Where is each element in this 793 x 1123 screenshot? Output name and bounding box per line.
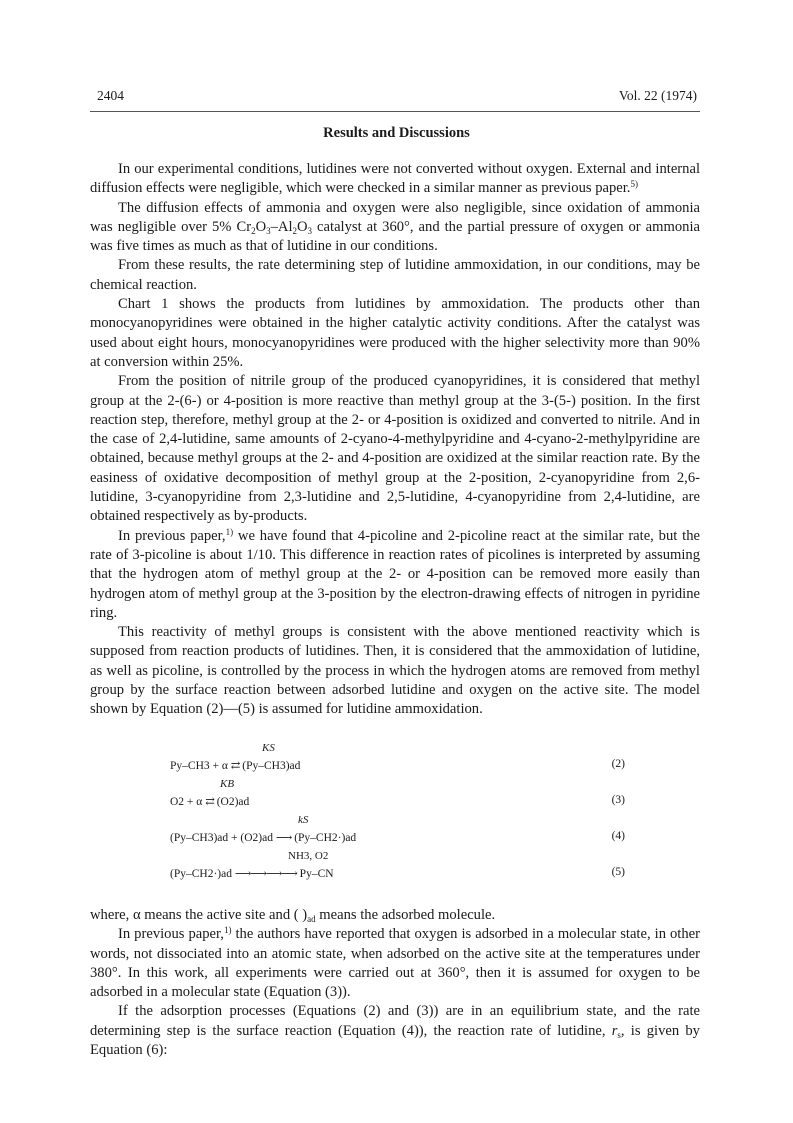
paragraph-4: Chart 1 shows the products from lutidines by ammoxidation. The products other than monocyanopyridines were obtained in the higher catalytic activity conditions. After the catalyst was used about eight hours, monocyanopyridines were produced with the higher selectivity more than 90% at conversion within 25%. (90, 296, 700, 370)
reference-1: 1) (225, 526, 234, 537)
paragraph-10-text-b: , is given by Equation (6): (90, 1022, 700, 1059)
equation-5-rhs: Py–CN (299, 868, 334, 880)
body-text-upper (90, 160, 700, 720)
body-text-lower (90, 906, 700, 1060)
equilibrium-arrow-icon: ⇄ (205, 796, 214, 808)
paragraph-5: From the position of nitrile group of the produced cyanopyridines, it is considered that methyl group at the 2-(6-) or 4-position is more reactive than methyl group at the 3-(5-) position. In the first reaction step, therefore, methyl group at the 2- or 4-position is oxidized and converted to nitrile. And in the case of 2,4-lutidine, same amounts of 2-cyano-4-methylpyridine and 4-cyano-2-methylpyridine are obtained, because methyl groups at the 2- and 4-position are oxidized at the similar reaction rate. By the easiness of oxidative decomposition of methyl group at the 2-position, 2-cyanopyridine from 2,6-lutidine, 3-cyanopyridine from 2,3-lutidine and 2,5-lutidine, 4-cyanopyridine from 2,4-lutidine, are obtained respectively as by-products. (90, 373, 700, 525)
rate-variable: r (611, 1022, 618, 1039)
equation-2-constant: KS (262, 742, 275, 754)
paragraph-10-text-a: If the adsorption processes (Equations (2) and (3)) are in an equilibrium state, and the rate determining step is the surface reaction (Equation (4)), the reaction rate of lutidine, (90, 1003, 700, 1039)
paragraph-1-text: In our experimental conditions, lutidines were not converted without oxygen. External and internal diffusion effects were negligible, which were checked in a similar manner as previous paper. (90, 161, 700, 197)
equation-3-rhs: (O2)ad (216, 796, 250, 808)
reaction-arrow-icon: ⟶⟶⟶⟶ (234, 868, 297, 880)
subscript: 3 (307, 225, 313, 236)
subscript: ad (307, 914, 316, 924)
equation-4 (170, 814, 625, 850)
reference-5: 5) (630, 179, 638, 190)
paragraph-8-text-b: means the adsorbed molecule. (315, 907, 496, 923)
subscript: 2 (251, 225, 256, 236)
journal-volume: Vol. 22 (1974) (618, 88, 697, 103)
paragraph-6 (90, 527, 700, 623)
paragraph-9 (90, 925, 700, 1002)
equation-5-conditions: NH3, O2 (288, 850, 329, 862)
paragraph-2 (90, 199, 700, 257)
equation-4-lhs: (Py–CH3)ad + (O2)ad (170, 832, 273, 844)
paragraph-8-text-a: where, α means the active site and ( ) (90, 907, 308, 923)
equation-2-rhs: (Py–CH3)ad (242, 760, 301, 772)
equation-2-number: (2) (611, 758, 625, 770)
equation-4-constant: kS (298, 814, 309, 826)
page-number: 2404 (97, 88, 124, 103)
reaction-arrow-icon: ⟶ (275, 832, 292, 844)
paragraph-2-text-c: –Al (270, 218, 293, 235)
equation-block (170, 742, 625, 886)
paragraph-10 (90, 1002, 700, 1060)
paragraph-1 (90, 160, 700, 199)
section-title: Results and Discussions (323, 125, 470, 141)
subscript: 3 (266, 225, 271, 236)
paragraph-2-text-e: catalyst at 360°, and the partial pressure of oxygen or ammonia was five times as much as that of lutidine in our conditions. (90, 218, 700, 255)
equation-3-lhs: O2 + α (170, 796, 203, 808)
paragraph-2-text-d: O (297, 218, 308, 235)
subscript: s (617, 1029, 621, 1040)
equation-3-constant: KB (220, 778, 235, 790)
equation-2-lhs: Py–CH3 + α (170, 760, 228, 772)
equilibrium-arrow-icon: ⇄ (230, 760, 240, 772)
equation-4-rhs: (Py–CH2·)ad (294, 832, 357, 844)
paragraph-2-text-b: O (255, 218, 267, 235)
paragraph-3: From these results, the rate determining step of lutidine ammoxidation, in our conditions, may be chemical reaction. (90, 257, 700, 293)
paragraph-8 (90, 906, 700, 925)
subscript: 2 (292, 225, 297, 236)
paragraph-6-text-a: In previous paper, (118, 527, 226, 544)
paragraph-9-text-a: In previous paper, (118, 926, 224, 943)
equation-5 (170, 850, 625, 886)
paragraph-2-text-a: The diffusion effects of ammonia and oxygen were also negligible, since oxidation of ammonia was negligible over 5% Cr (90, 199, 700, 235)
paragraph-9-text-b: the authors have reported that oxygen is adsorbed in a molecular state, in other words, not dissociated into an atomic state, when adsorbed on the active site at the temperatures under 380°. In this work, all experiments were carried out at 360°, then it is assumed for oxygen to be adsorbed in a molecular state (Equation (3)). (90, 926, 701, 1001)
equation-3 (170, 778, 625, 814)
paragraph-7: This reactivity of methyl groups is consistent with the above mentioned reactivity which is supposed from reaction products of lutidines. Then, it is considered that the ammoxidation of lutidine, as well as picoline, is controlled by the process in which the hydrogen atoms are removed from methyl group by the surface reaction between adsorbed lutidine and oxygen on the active site. The model shown by Equation (2)—(5) is assumed for lutidine ammoxidation. (90, 624, 700, 718)
reference-1: 1) (223, 925, 232, 936)
equation-5-lhs: (Py–CH2·)ad (170, 868, 232, 880)
page-header (97, 88, 697, 104)
equation-2 (170, 742, 625, 778)
equation-3-number: (3) (611, 794, 625, 806)
equation-5-number: (5) (611, 866, 625, 878)
paragraph-6-text-b: we have found that 4-picoline and 2-picoline react at the similar rate, but the rate of 3-picoline is about 1/10. This difference in reaction rates of picolines is interpreted by assuming that the hydrogen atom of methyl group at the 2- or 4-position can be removed more easily than hydrogen atom of methyl group at the 3-position by the electron-drawing effects of nitrogen in pyridine ring. (90, 527, 700, 621)
header-rule (90, 111, 700, 112)
equation-4-number: (4) (611, 830, 625, 842)
